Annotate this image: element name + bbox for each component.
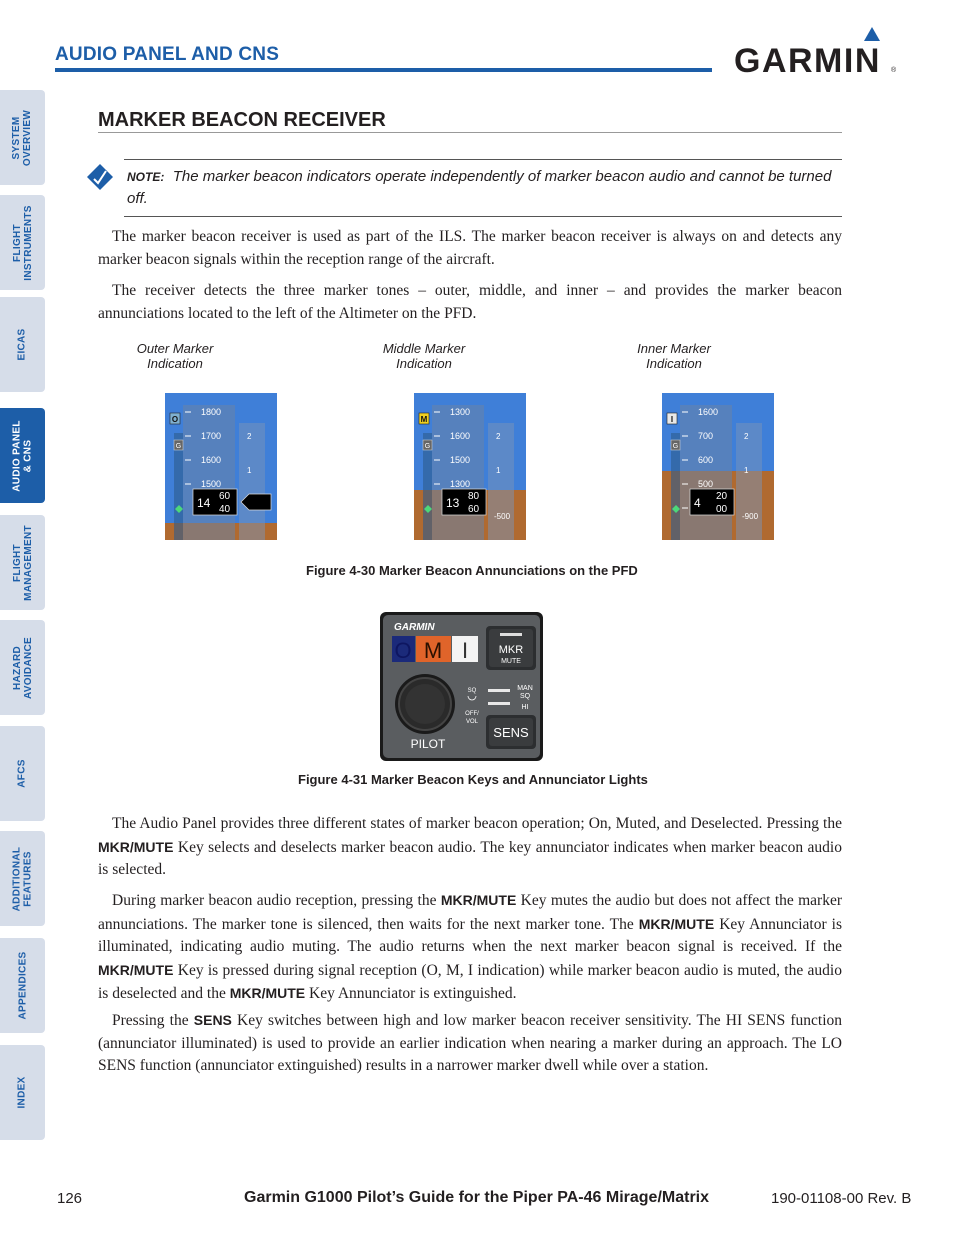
svg-text:1700: 1700 bbox=[201, 431, 222, 441]
svg-text:14: 14 bbox=[197, 496, 211, 510]
svg-text:VOL: VOL bbox=[465, 719, 479, 725]
side-tab-label: INDEX bbox=[17, 1076, 28, 1109]
svg-text:4: 4 bbox=[694, 496, 701, 510]
svg-text:1800: 1800 bbox=[201, 407, 222, 417]
svg-text:OFF/: OFF/ bbox=[465, 711, 479, 717]
side-tab-label: EICAS bbox=[17, 328, 28, 361]
svg-text:M: M bbox=[420, 415, 428, 424]
side-tab-label: FLIGHT INSTRUMENTS bbox=[11, 204, 34, 281]
title-rule bbox=[98, 132, 842, 133]
inner-marker-letter: I bbox=[461, 638, 469, 663]
paragraph-1: The marker beacon receiver is used as part of the ILS. The marker beacon receiver is always on and detects any marker beacon signals within the reception range of the aircraft. bbox=[98, 228, 842, 268]
mkr-mute-key-ref: MKR/MUTE bbox=[638, 915, 715, 932]
svg-text:2: 2 bbox=[496, 432, 501, 441]
side-tab-hazard-avoidance[interactable] bbox=[0, 620, 45, 715]
side-tab-label: HAZARD AVOIDANCE bbox=[11, 636, 34, 699]
svg-text:O: O bbox=[171, 415, 179, 424]
ann-sq-label: SQ bbox=[519, 693, 531, 700]
svg-text:2: 2 bbox=[744, 432, 749, 441]
svg-text:®: ® bbox=[891, 67, 897, 74]
svg-text:G: G bbox=[175, 443, 182, 450]
svg-text:80: 80 bbox=[468, 491, 480, 502]
garmin-logo bbox=[733, 26, 898, 76]
mkr-key-label: MKR bbox=[498, 644, 524, 656]
sens-key-ref: SENS bbox=[193, 1012, 232, 1028]
svg-text:700: 700 bbox=[698, 431, 714, 441]
pfd-snapshot bbox=[414, 393, 526, 540]
svg-text:-900: -900 bbox=[742, 512, 759, 521]
side-tab-label: SYSTEM OVERVIEW bbox=[11, 109, 34, 166]
side-tab-flight-management[interactable] bbox=[0, 515, 45, 610]
svg-text:1600: 1600 bbox=[698, 407, 719, 417]
svg-text:1: 1 bbox=[496, 466, 501, 475]
svg-text:20: 20 bbox=[716, 491, 728, 502]
pfd-indication-label: Outer Marker Indication bbox=[136, 341, 214, 371]
svg-text:600: 600 bbox=[698, 455, 714, 465]
note-label: NOTE: bbox=[127, 170, 165, 184]
page-title: MARKER BEACON RECEIVER bbox=[98, 109, 386, 131]
note-icon bbox=[86, 163, 114, 191]
panel-brand: GARMIN bbox=[394, 622, 435, 633]
svg-text:G: G bbox=[672, 443, 679, 450]
svg-text:G: G bbox=[424, 443, 431, 450]
ann-man-label: MAN bbox=[517, 685, 533, 692]
paragraph-5: Pressing the SENS Key switches between high and low marker beacon receiver sensitivity. The HI SENS function (annunciator illuminated) is used to provide an earlier indication when nearing a marker during an approach. The LO SENS function (annunciator extinguished) results in a narrower marker dwell while over a station. bbox=[98, 1012, 842, 1074]
mkr-mute-key-ref: MKR/MUTE bbox=[98, 961, 174, 978]
side-tab-label: APPENDICES bbox=[17, 951, 29, 1020]
note-rule-bottom bbox=[124, 216, 842, 217]
mkr-mute-key-ref: MKR/MUTE bbox=[229, 985, 306, 1001]
note-body: The marker beacon indicators operate independently of marker beacon audio and cannot be turned off. bbox=[127, 168, 832, 207]
side-tab-afcs[interactable] bbox=[0, 726, 45, 821]
side-tab-label: ADDITIONAL FEATURES bbox=[11, 846, 34, 911]
side-tab-system-overview[interactable] bbox=[0, 90, 45, 185]
pilot-label: PILOT bbox=[410, 737, 446, 751]
sens-key-label: SENS bbox=[493, 725, 529, 740]
side-tab-label: AFCS bbox=[16, 759, 28, 788]
side-tab-audio-panel-cns[interactable] bbox=[0, 408, 45, 503]
svg-text:40: 40 bbox=[219, 504, 231, 515]
side-tab-appendices[interactable] bbox=[0, 938, 45, 1033]
mute-key-label: MUTE bbox=[501, 658, 521, 665]
svg-text:1: 1 bbox=[744, 466, 749, 475]
paragraph-2: The receiver detects the three marker tones – outer, middle, and inner – and provides the marker beacon annunciations located to the left of the Altimeter on the PFD. bbox=[98, 282, 842, 322]
svg-text:1600: 1600 bbox=[450, 431, 471, 441]
outer-marker-letter: O bbox=[394, 638, 412, 663]
svg-text:60: 60 bbox=[219, 491, 231, 502]
pfd-snapshot bbox=[662, 393, 774, 540]
pfd-indication-label: Middle Marker Indication bbox=[382, 341, 466, 371]
svg-text:-500: -500 bbox=[494, 512, 511, 521]
ann-hi-label: HI bbox=[521, 704, 529, 711]
side-tab-additional-features[interactable] bbox=[0, 831, 45, 926]
svg-text:1: 1 bbox=[247, 466, 252, 475]
svg-text:I: I bbox=[670, 415, 674, 424]
svg-text:1300: 1300 bbox=[450, 479, 471, 489]
svg-text:GARMIN: GARMIN bbox=[734, 42, 881, 76]
document-number: 190-01108-00 Rev. B bbox=[771, 1190, 912, 1207]
svg-text:1500: 1500 bbox=[201, 479, 222, 489]
middle-marker-letter: M bbox=[423, 638, 443, 663]
knob-sq-label: SQ bbox=[467, 688, 477, 694]
figure-caption: Figure 4-31 Marker Beacon Keys and Annunciator Lights bbox=[298, 772, 648, 787]
pfd-indication-label: Inner Marker Indication bbox=[637, 341, 711, 371]
paragraph-3: The Audio Panel provides three different states of marker beacon operation; On, Muted, and Deselected. Pressing the MKR/MUTE Key selects and deselects marker beacon audio. The key annunciator indicates when marker beacon audio is selected. bbox=[98, 815, 842, 878]
svg-text:1600: 1600 bbox=[201, 455, 222, 465]
mkr-mute-key-ref: MKR/MUTE bbox=[98, 838, 174, 855]
footer-title: Garmin G1000 Pilot’s Guide for the Piper PA-46 Mirage/Matrix bbox=[244, 1189, 710, 1206]
svg-text:500: 500 bbox=[698, 479, 714, 489]
audio-panel-image bbox=[380, 612, 543, 761]
side-tab-label: AUDIO PANEL & CNS bbox=[11, 419, 34, 492]
pfd-snapshot bbox=[165, 393, 277, 540]
side-tab-eicas[interactable] bbox=[0, 297, 45, 392]
section-header: AUDIO PANEL AND CNS bbox=[55, 44, 280, 65]
svg-text:1300: 1300 bbox=[450, 407, 471, 417]
svg-text:13: 13 bbox=[446, 496, 460, 510]
svg-text:60: 60 bbox=[468, 504, 480, 515]
mkr-mute-key-ref: MKR/MUTE bbox=[440, 892, 517, 908]
figure-caption: Figure 4-30 Marker Beacon Annunciations on the PFD bbox=[306, 563, 638, 578]
svg-text:1500: 1500 bbox=[450, 455, 471, 465]
svg-text:00: 00 bbox=[716, 504, 728, 515]
note-rule-top bbox=[124, 159, 842, 160]
svg-text:2: 2 bbox=[247, 432, 252, 441]
header-rule bbox=[55, 68, 712, 72]
side-tab-label: FLIGHT MANAGEMENT bbox=[11, 524, 34, 601]
page-number: 126 bbox=[57, 1190, 83, 1207]
note-text bbox=[127, 166, 845, 210]
paragraph-4: During marker beacon audio reception, pressing the MKR/MUTE Key mutes the audio but does not affect the marker annunciations. The marker tone is silenced, then waits for the next marker tone. The MKR/MUTE Key Annunciator is illuminated, indicating audio muting. The audio returns when the next marker beacon signal is received. If the MKR/MUTE Key is pressed during signal reception (O, M, I indication) while marker beacon audio is muted, the audio is deselected and the MKR/MUTE Key Annunciator is extinguished. bbox=[98, 892, 843, 1002]
side-tab-flight-instruments[interactable] bbox=[0, 195, 45, 290]
side-tab-index[interactable] bbox=[0, 1045, 45, 1140]
